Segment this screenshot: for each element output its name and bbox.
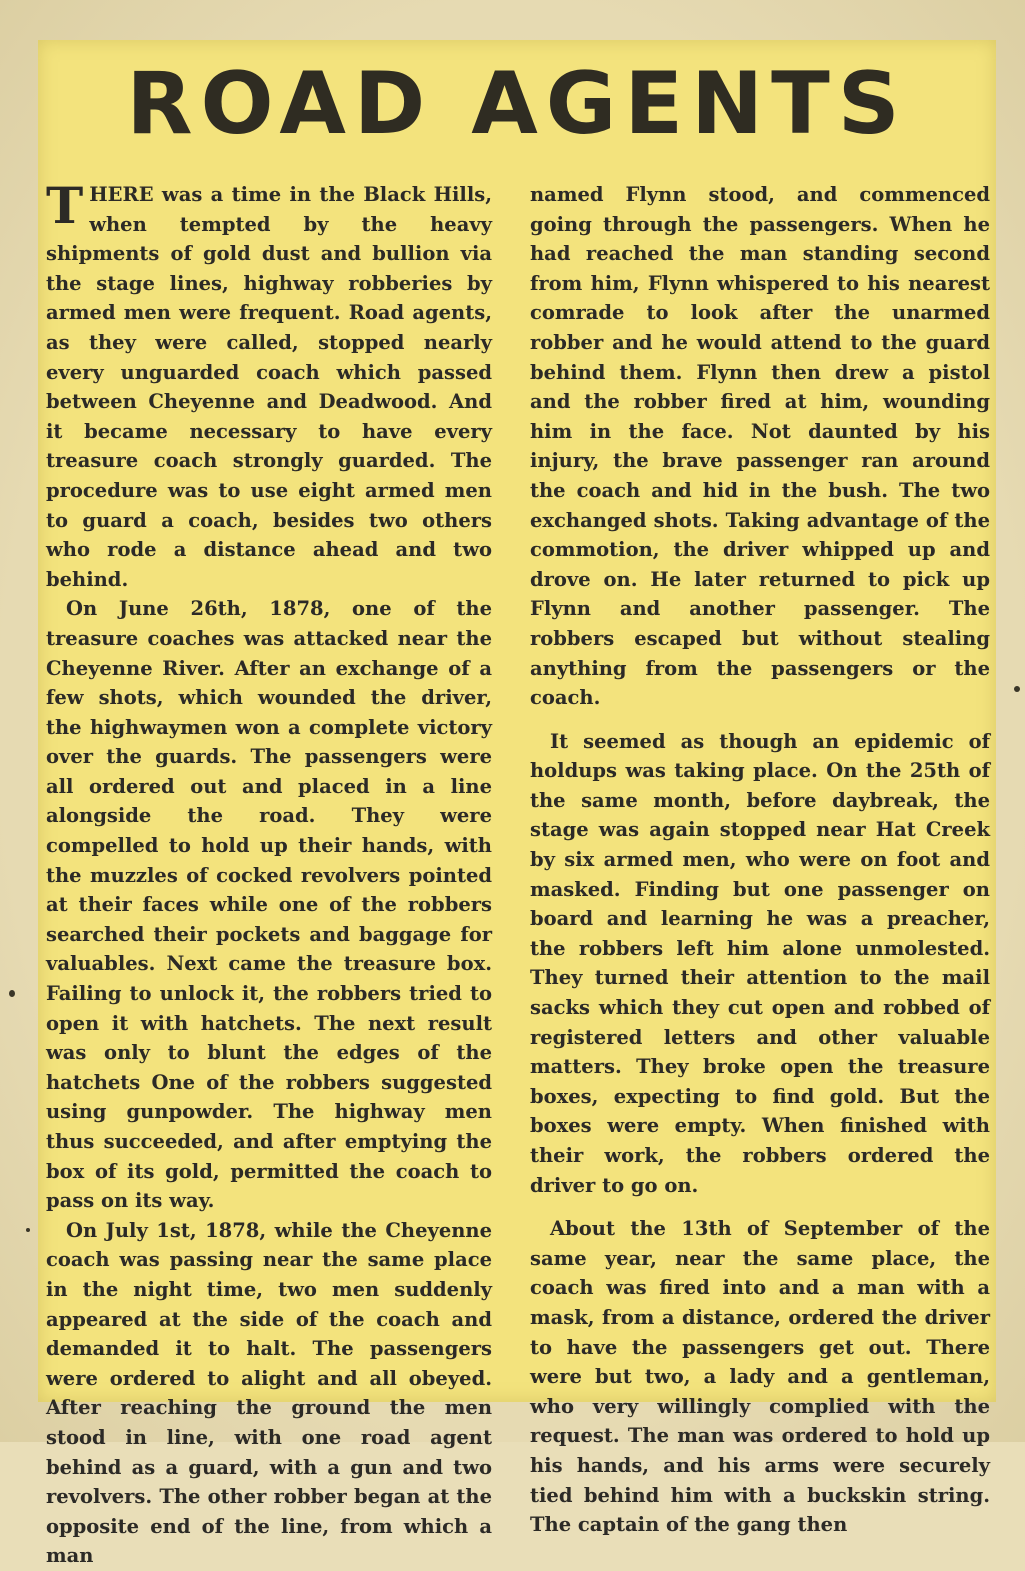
ink-speck xyxy=(9,990,15,997)
paragraph-text: HERE was a time in the Black Hills, when tempted by the heavy shipments of gold dust and bullion via the stage lines, highway robberies by armed men were frequent. Road agents, as they were called, stopped nearly every unguarded coach which passed between Cheyenne and Deadwood. And it became necessary to have every treasure coach strongly guarded. The procedure was to use eight armed men to guard a coach, besides two others who rode a distance ahead and two behind. xyxy=(46,183,492,591)
paragraph-september: About the 13th of September of the same year, near the same place, the coach was fired into and a man with a mask, from a distance, ordered the driver to have the passengers get out. There were but two, a lady and a gentleman, who very willingly complied with the request. The man was ordered to hold up his hands, and his arms were securely tied behind him with a buckskin string. The captain of the gang then xyxy=(530,1217,990,1537)
paragraph-intro xyxy=(46,176,492,594)
article-title: ROAD AGENTS xyxy=(126,54,908,154)
drop-cap: T xyxy=(46,176,84,235)
left-column xyxy=(46,176,492,1571)
paragraph-july-1: On July 1st, 1878, while the Cheyenne coach was passing near the same place in the night time, two men suddenly appeared at the side of the coach and demanded it to halt. The passengers were ordered to alight and all obeyed. After reaching the ground the men stood in line, with one road agent behind as a guard, with a gun and two revolvers. The other robber began at the opposite end of the line, from which a man xyxy=(46,1218,492,1568)
ink-speck xyxy=(1014,686,1020,692)
paragraph-hat-creek: It seemed as though an epidemic of holdups was taking place. On the 25th of the same month, before daybreak, the stage was again stopped near Hat Creek by six armed men, who were on foot and masked. Finding but one passenger on board and learning he was a preacher, the robbers left him alone unmolested. They turned their attention to the mail sacks which they cut open and robbed of registered letters and other valuable matters. They broke open the treasure boxes, expecting to find gold. But the boxes were empty. When finished with their work, the robbers ordered the driver to go on. xyxy=(530,729,990,1197)
paragraph-june-26: On June 26th, 1878, one of the treasure coaches was attacked near the Cheyenne River. After an exchange of a few shots, which wounded the driver, the highwaymen won a complete victory over the guards. The passengers were all ordered out and placed in a line alongside the road. They were compelled to hold up their hands, with the muzzles of cocked revolvers pointed at their faces while one of the robbers searched their pockets and baggage for valuables. Next came the treasure box. Failing to unlock it, the robbers tried to open it with hatchets. The next result was only to blunt the edges of the hatchets One of the robbers suggested using gunpowder. The highway men thus succeeded, and after emptying the box of its gold, permitted the coach to pass on its way. xyxy=(46,597,492,1213)
ink-speck xyxy=(26,1228,30,1232)
paragraph-flynn: named Flynn stood, and commenced going through the passengers. When he had reached the man standing second from him, Flynn whispered to his nearest comrade to look after the unarmed robber and he would attend to the guard behind them. Flynn then drew a pistol and the robber fired at him, wounding him in the face. Not daunted by his injury, the brave passenger ran around the coach and hid in the bush. The two exchanged shots. Taking advantage of the commotion, the driver whipped up and drove on. He later returned to pick up Flynn and another passenger. The robbers escaped but without stealing anything from the passengers or the coach. xyxy=(530,183,990,710)
right-column xyxy=(530,180,990,1540)
